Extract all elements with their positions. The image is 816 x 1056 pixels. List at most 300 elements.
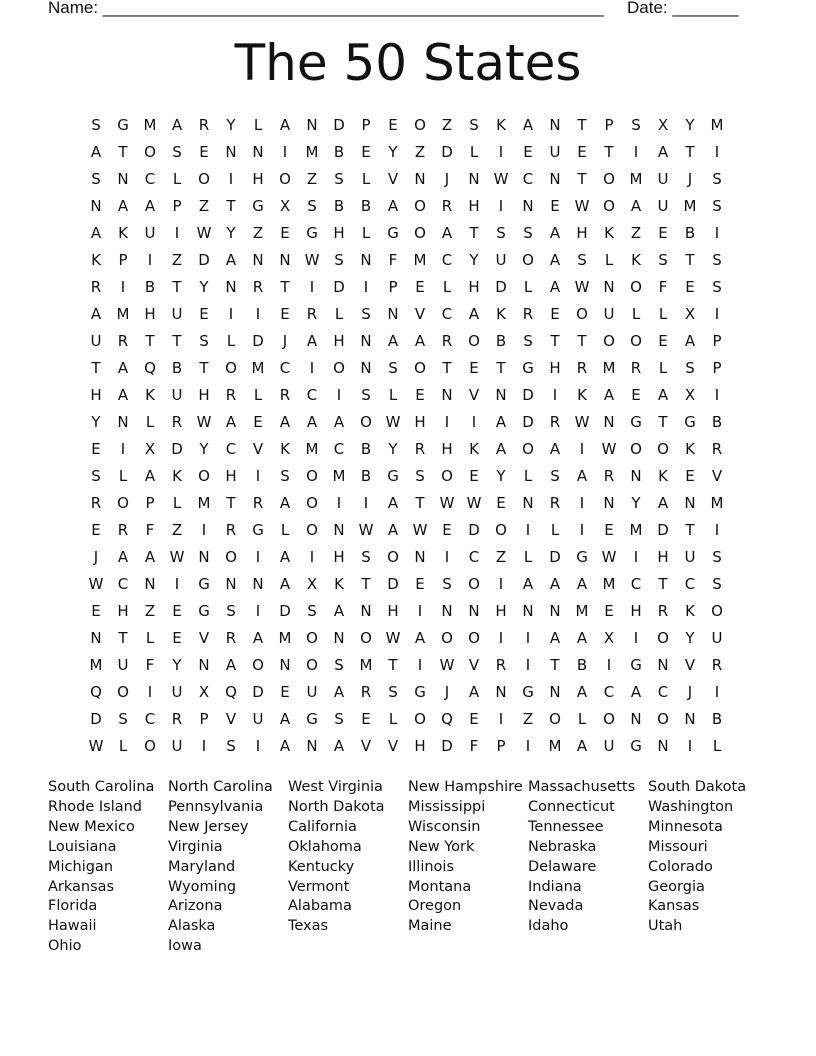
grid-letter[interactable]: R bbox=[522, 305, 534, 323]
grid-letter[interactable]: M bbox=[710, 116, 724, 134]
grid-letter[interactable]: S bbox=[307, 197, 317, 215]
grid-letter[interactable]: S bbox=[91, 116, 101, 134]
grid-letter[interactable]: I bbox=[336, 386, 342, 404]
grid-letter[interactable]: I bbox=[309, 278, 315, 296]
grid-letter[interactable]: S bbox=[496, 224, 506, 242]
grid-letter[interactable]: I bbox=[714, 386, 720, 404]
grid-letter[interactable]: R bbox=[225, 629, 237, 647]
grid-letter[interactable]: S bbox=[631, 116, 641, 134]
grid-letter[interactable]: O bbox=[252, 656, 264, 674]
grid-letter[interactable]: T bbox=[442, 359, 452, 377]
grid-letter[interactable]: K bbox=[280, 440, 290, 458]
grid-letter[interactable]: M bbox=[710, 494, 724, 512]
grid-letter[interactable]: G bbox=[414, 683, 426, 701]
grid-letter[interactable]: A bbox=[333, 413, 345, 431]
grid-letter[interactable]: A bbox=[549, 224, 561, 242]
grid-letter[interactable]: U bbox=[117, 656, 129, 674]
grid-letter[interactable]: O bbox=[711, 602, 723, 620]
grid-letter[interactable]: S bbox=[712, 278, 722, 296]
grid-letter[interactable]: C bbox=[333, 440, 345, 458]
grid-letter[interactable]: S bbox=[118, 710, 128, 728]
grid-letter[interactable]: X bbox=[198, 683, 210, 701]
grid-letter[interactable]: N bbox=[360, 602, 372, 620]
grid-letter[interactable]: L bbox=[118, 737, 128, 755]
grid-letter[interactable]: L bbox=[658, 305, 668, 323]
grid-letter[interactable]: O bbox=[279, 170, 291, 188]
grid-letter[interactable]: W bbox=[304, 251, 320, 269]
grid-letter[interactable]: G bbox=[252, 521, 264, 539]
grid-letter[interactable]: R bbox=[711, 440, 723, 458]
grid-letter[interactable]: U bbox=[603, 305, 615, 323]
grid-letter[interactable]: S bbox=[334, 251, 344, 269]
grid-letter[interactable]: N bbox=[549, 683, 561, 701]
grid-letter[interactable]: P bbox=[388, 278, 398, 296]
grid-letter[interactable]: A bbox=[279, 710, 291, 728]
grid-letter[interactable]: A bbox=[225, 413, 237, 431]
grid-letter[interactable]: B bbox=[171, 359, 183, 377]
grid-letter[interactable]: T bbox=[415, 494, 425, 512]
grid-letter[interactable]: T bbox=[226, 197, 236, 215]
grid-letter[interactable]: L bbox=[334, 305, 344, 323]
grid-letter[interactable]: O bbox=[657, 440, 669, 458]
grid-letter[interactable]: A bbox=[117, 359, 129, 377]
grid-letter[interactable]: S bbox=[712, 548, 722, 566]
grid-letter[interactable]: K bbox=[496, 116, 506, 134]
grid-letter[interactable]: O bbox=[360, 413, 372, 431]
grid-letter[interactable]: O bbox=[495, 521, 507, 539]
grid-letter[interactable]: T bbox=[145, 332, 155, 350]
grid-letter[interactable]: R bbox=[90, 494, 102, 512]
grid-letter[interactable]: D bbox=[252, 683, 264, 701]
grid-letter[interactable]: N bbox=[441, 602, 453, 620]
grid-letter[interactable]: U bbox=[171, 683, 183, 701]
grid-letter[interactable]: C bbox=[117, 575, 129, 593]
grid-letter[interactable]: E bbox=[550, 197, 560, 215]
grid-letter[interactable]: I bbox=[417, 656, 423, 674]
grid-letter[interactable]: E bbox=[685, 278, 695, 296]
grid-letter[interactable]: U bbox=[171, 737, 183, 755]
grid-letter[interactable]: O bbox=[414, 197, 426, 215]
grid-letter[interactable]: D bbox=[333, 278, 345, 296]
grid-letter[interactable]: E bbox=[469, 359, 479, 377]
grid-letter[interactable]: H bbox=[414, 737, 426, 755]
grid-letter[interactable]: N bbox=[198, 548, 210, 566]
grid-letter[interactable]: H bbox=[414, 413, 426, 431]
grid-letter[interactable]: A bbox=[414, 629, 426, 647]
grid-letter[interactable]: G bbox=[306, 224, 318, 242]
grid-letter[interactable]: R bbox=[360, 683, 372, 701]
grid-letter[interactable]: E bbox=[280, 224, 290, 242]
grid-letter[interactable]: S bbox=[577, 251, 587, 269]
grid-letter[interactable]: K bbox=[604, 224, 614, 242]
grid-letter[interactable]: O bbox=[441, 629, 453, 647]
grid-letter[interactable]: R bbox=[441, 332, 453, 350]
grid-letter[interactable]: R bbox=[198, 116, 210, 134]
grid-letter[interactable]: P bbox=[604, 116, 614, 134]
grid-letter[interactable]: H bbox=[387, 602, 399, 620]
grid-letter[interactable]: Y bbox=[226, 224, 236, 242]
grid-letter[interactable]: I bbox=[174, 575, 180, 593]
grid-letter[interactable]: F bbox=[145, 521, 155, 539]
grid-letter[interactable]: H bbox=[576, 224, 588, 242]
grid-letter[interactable]: A bbox=[657, 386, 669, 404]
grid-letter[interactable]: E bbox=[631, 386, 641, 404]
grid-letter[interactable]: I bbox=[525, 656, 531, 674]
grid-letter[interactable]: Z bbox=[198, 197, 210, 215]
grid-letter[interactable]: V bbox=[387, 170, 399, 188]
grid-letter[interactable]: A bbox=[522, 575, 534, 593]
grid-letter[interactable]: R bbox=[549, 494, 561, 512]
grid-letter[interactable]: G bbox=[630, 413, 642, 431]
grid-letter[interactable]: X bbox=[684, 386, 696, 404]
grid-letter[interactable]: L bbox=[577, 710, 587, 728]
grid-letter[interactable]: S bbox=[523, 224, 533, 242]
grid-letter[interactable]: L bbox=[550, 521, 560, 539]
grid-letter[interactable]: I bbox=[255, 305, 261, 323]
grid-letter[interactable]: G bbox=[252, 197, 264, 215]
grid-letter[interactable]: S bbox=[199, 332, 209, 350]
grid-letter[interactable]: O bbox=[630, 332, 642, 350]
grid-letter[interactable]: H bbox=[198, 386, 210, 404]
grid-letter[interactable]: O bbox=[306, 629, 318, 647]
grid-letter[interactable]: O bbox=[414, 359, 426, 377]
grid-letter[interactable]: C bbox=[522, 170, 534, 188]
grid-letter[interactable]: M bbox=[359, 656, 373, 674]
grid-letter[interactable]: E bbox=[388, 116, 398, 134]
grid-letter[interactable]: S bbox=[415, 467, 425, 485]
grid-letter[interactable]: O bbox=[306, 656, 318, 674]
grid-letter[interactable]: I bbox=[552, 386, 558, 404]
grid-letter[interactable]: U bbox=[657, 170, 669, 188]
grid-letter[interactable]: H bbox=[441, 440, 453, 458]
grid-letter[interactable]: I bbox=[498, 197, 504, 215]
grid-letter[interactable]: K bbox=[685, 602, 695, 620]
grid-letter[interactable]: V bbox=[711, 467, 723, 485]
grid-letter[interactable]: A bbox=[657, 494, 669, 512]
grid-letter[interactable]: P bbox=[172, 197, 182, 215]
grid-letter[interactable]: R bbox=[711, 656, 723, 674]
grid-letter[interactable]: C bbox=[144, 170, 156, 188]
grid-letter[interactable]: E bbox=[415, 575, 425, 593]
grid-letter[interactable]: O bbox=[603, 170, 615, 188]
grid-letter[interactable]: Q bbox=[90, 683, 102, 701]
grid-letter[interactable]: W bbox=[88, 575, 104, 593]
grid-letter[interactable]: N bbox=[306, 737, 318, 755]
grid-letter[interactable]: H bbox=[630, 602, 642, 620]
grid-letter[interactable]: A bbox=[441, 224, 453, 242]
grid-letter[interactable]: A bbox=[657, 143, 669, 161]
grid-letter[interactable]: C bbox=[306, 386, 318, 404]
grid-letter[interactable]: P bbox=[712, 359, 722, 377]
grid-letter[interactable]: Y bbox=[388, 440, 398, 458]
grid-letter[interactable]: U bbox=[657, 197, 669, 215]
grid-letter[interactable]: A bbox=[225, 251, 237, 269]
grid-letter[interactable]: M bbox=[116, 305, 130, 323]
grid-letter[interactable]: O bbox=[414, 224, 426, 242]
grid-letter[interactable]: T bbox=[91, 359, 101, 377]
grid-letter[interactable]: Q bbox=[144, 359, 156, 377]
grid-letter[interactable]: A bbox=[279, 494, 291, 512]
grid-letter[interactable]: I bbox=[147, 251, 153, 269]
grid-letter[interactable]: E bbox=[658, 332, 668, 350]
grid-letter[interactable]: R bbox=[225, 521, 237, 539]
grid-letter[interactable]: I bbox=[525, 737, 531, 755]
grid-letter[interactable]: T bbox=[577, 332, 587, 350]
grid-letter[interactable]: M bbox=[683, 197, 697, 215]
grid-letter[interactable]: A bbox=[225, 656, 237, 674]
grid-letter[interactable]: P bbox=[496, 737, 506, 755]
grid-letter[interactable]: Y bbox=[685, 116, 695, 134]
grid-letter[interactable]: T bbox=[577, 116, 587, 134]
grid-letter[interactable]: N bbox=[117, 413, 129, 431]
grid-letter[interactable]: N bbox=[495, 683, 507, 701]
grid-letter[interactable]: E bbox=[658, 224, 668, 242]
grid-letter[interactable]: I bbox=[714, 683, 720, 701]
grid-letter[interactable]: N bbox=[117, 170, 129, 188]
grid-letter[interactable]: H bbox=[468, 278, 480, 296]
grid-letter[interactable]: B bbox=[711, 413, 723, 431]
grid-letter[interactable]: L bbox=[658, 359, 668, 377]
grid-letter[interactable]: Y bbox=[199, 440, 209, 458]
grid-letter[interactable]: N bbox=[90, 197, 102, 215]
grid-letter[interactable]: F bbox=[145, 656, 155, 674]
grid-letter[interactable]: T bbox=[469, 224, 479, 242]
grid-letter[interactable]: D bbox=[252, 332, 264, 350]
grid-letter[interactable]: O bbox=[522, 251, 534, 269]
grid-letter[interactable]: T bbox=[577, 170, 587, 188]
grid-letter[interactable]: A bbox=[387, 521, 399, 539]
grid-letter[interactable]: N bbox=[603, 413, 615, 431]
grid-letter[interactable]: O bbox=[414, 116, 426, 134]
grid-letter[interactable]: E bbox=[172, 629, 182, 647]
grid-letter[interactable]: R bbox=[252, 278, 264, 296]
grid-letter[interactable]: O bbox=[603, 332, 615, 350]
grid-letter[interactable]: K bbox=[334, 575, 344, 593]
grid-letter[interactable]: E bbox=[415, 386, 425, 404]
grid-letter[interactable]: I bbox=[444, 548, 450, 566]
grid-letter[interactable]: A bbox=[576, 683, 588, 701]
grid-letter[interactable]: G bbox=[117, 116, 129, 134]
grid-letter[interactable]: N bbox=[522, 494, 534, 512]
grid-letter[interactable]: W bbox=[88, 737, 104, 755]
grid-letter[interactable]: F bbox=[658, 278, 668, 296]
grid-letter[interactable]: T bbox=[658, 413, 668, 431]
grid-letter[interactable]: I bbox=[201, 521, 207, 539]
grid-letter[interactable]: Q bbox=[441, 710, 453, 728]
grid-letter[interactable]: R bbox=[603, 467, 615, 485]
grid-letter[interactable]: X bbox=[306, 575, 318, 593]
grid-letter[interactable]: I bbox=[687, 737, 693, 755]
grid-letter[interactable]: T bbox=[118, 143, 128, 161]
grid-letter[interactable]: A bbox=[90, 305, 102, 323]
grid-letter[interactable]: K bbox=[631, 251, 641, 269]
grid-letter[interactable]: A bbox=[468, 305, 480, 323]
grid-letter[interactable]: A bbox=[387, 197, 399, 215]
grid-letter[interactable]: V bbox=[684, 656, 696, 674]
grid-letter[interactable]: A bbox=[576, 575, 588, 593]
grid-letter[interactable]: U bbox=[306, 683, 318, 701]
grid-letter[interactable]: G bbox=[387, 467, 399, 485]
grid-letter[interactable]: N bbox=[252, 251, 264, 269]
grid-letter[interactable]: K bbox=[469, 440, 479, 458]
grid-letter[interactable]: I bbox=[525, 629, 531, 647]
grid-letter[interactable]: J bbox=[444, 683, 450, 701]
grid-letter[interactable]: M bbox=[278, 629, 292, 647]
grid-letter[interactable]: E bbox=[361, 143, 371, 161]
grid-letter[interactable]: E bbox=[604, 602, 614, 620]
grid-letter[interactable]: M bbox=[89, 656, 103, 674]
grid-letter[interactable]: T bbox=[118, 629, 128, 647]
grid-letter[interactable]: J bbox=[93, 548, 99, 566]
grid-letter[interactable]: T bbox=[496, 359, 506, 377]
grid-letter[interactable]: G bbox=[306, 710, 318, 728]
grid-letter[interactable]: G bbox=[630, 737, 642, 755]
grid-letter[interactable]: S bbox=[307, 602, 317, 620]
grid-letter[interactable]: N bbox=[468, 170, 480, 188]
grid-letter[interactable]: M bbox=[629, 170, 643, 188]
grid-letter[interactable]: G bbox=[684, 413, 696, 431]
grid-letter[interactable]: I bbox=[255, 737, 261, 755]
grid-letter[interactable]: C bbox=[441, 251, 453, 269]
grid-letter[interactable]: S bbox=[226, 602, 236, 620]
grid-letter[interactable]: W bbox=[385, 413, 401, 431]
grid-letter[interactable]: O bbox=[144, 143, 156, 161]
grid-letter[interactable]: N bbox=[684, 494, 696, 512]
grid-letter[interactable]: S bbox=[388, 683, 398, 701]
grid-letter[interactable]: S bbox=[523, 332, 533, 350]
grid-letter[interactable]: A bbox=[144, 197, 156, 215]
grid-letter[interactable]: D bbox=[279, 602, 291, 620]
grid-letter[interactable]: N bbox=[522, 197, 534, 215]
grid-letter[interactable]: N bbox=[306, 116, 318, 134]
grid-letter[interactable]: A bbox=[522, 116, 534, 134]
grid-letter[interactable]: W bbox=[412, 521, 428, 539]
grid-letter[interactable]: K bbox=[577, 386, 587, 404]
grid-letter[interactable]: C bbox=[225, 440, 237, 458]
grid-letter[interactable]: E bbox=[91, 602, 101, 620]
grid-letter[interactable]: H bbox=[252, 170, 264, 188]
grid-letter[interactable]: L bbox=[172, 494, 182, 512]
grid-letter[interactable]: I bbox=[579, 494, 585, 512]
grid-letter[interactable]: A bbox=[630, 683, 642, 701]
grid-letter[interactable]: I bbox=[525, 521, 531, 539]
grid-letter[interactable]: V bbox=[468, 656, 480, 674]
name-field-label[interactable]: Name: _____________________________________________________ bbox=[48, 0, 604, 17]
grid-letter[interactable]: A bbox=[603, 386, 615, 404]
grid-letter[interactable]: N bbox=[414, 170, 426, 188]
grid-letter[interactable]: Z bbox=[252, 224, 264, 242]
grid-letter[interactable]: T bbox=[550, 332, 560, 350]
grid-letter[interactable]: I bbox=[579, 521, 585, 539]
grid-letter[interactable]: A bbox=[144, 467, 156, 485]
grid-letter[interactable]: K bbox=[145, 386, 155, 404]
grid-letter[interactable]: I bbox=[120, 278, 126, 296]
grid-letter[interactable]: D bbox=[495, 278, 507, 296]
grid-letter[interactable]: C bbox=[441, 305, 453, 323]
grid-letter[interactable]: R bbox=[117, 521, 129, 539]
grid-letter[interactable]: A bbox=[630, 197, 642, 215]
grid-letter[interactable]: S bbox=[334, 656, 344, 674]
grid-letter[interactable]: O bbox=[306, 494, 318, 512]
grid-letter[interactable]: I bbox=[498, 629, 504, 647]
grid-letter[interactable]: A bbox=[576, 737, 588, 755]
grid-letter[interactable]: X bbox=[657, 116, 669, 134]
grid-letter[interactable]: I bbox=[498, 575, 504, 593]
grid-letter[interactable]: D bbox=[657, 521, 669, 539]
grid-letter[interactable]: D bbox=[90, 710, 102, 728]
grid-letter[interactable]: I bbox=[255, 602, 261, 620]
grid-letter[interactable]: G bbox=[522, 683, 534, 701]
grid-letter[interactable]: O bbox=[333, 359, 345, 377]
grid-letter[interactable]: R bbox=[414, 440, 426, 458]
grid-letter[interactable]: S bbox=[712, 575, 722, 593]
grid-letter[interactable]: A bbox=[279, 737, 291, 755]
grid-letter[interactable]: E bbox=[253, 413, 263, 431]
grid-letter[interactable]: N bbox=[225, 575, 237, 593]
grid-letter[interactable]: X bbox=[144, 440, 156, 458]
grid-letter[interactable]: I bbox=[633, 548, 639, 566]
grid-letter[interactable]: O bbox=[603, 710, 615, 728]
grid-letter[interactable]: X bbox=[279, 197, 291, 215]
grid-letter[interactable]: O bbox=[441, 467, 453, 485]
grid-letter[interactable]: R bbox=[549, 413, 561, 431]
grid-letter[interactable]: T bbox=[280, 278, 290, 296]
grid-letter[interactable]: R bbox=[657, 602, 669, 620]
grid-letter[interactable]: P bbox=[118, 251, 128, 269]
grid-letter[interactable]: U bbox=[144, 224, 156, 242]
grid-letter[interactable]: O bbox=[549, 710, 561, 728]
grid-letter[interactable]: C bbox=[684, 575, 696, 593]
grid-letter[interactable]: Z bbox=[522, 710, 534, 728]
grid-letter[interactable]: W bbox=[466, 494, 482, 512]
grid-letter[interactable]: A bbox=[90, 143, 102, 161]
grid-letter[interactable]: O bbox=[576, 305, 588, 323]
grid-letter[interactable]: M bbox=[548, 737, 562, 755]
grid-letter[interactable]: I bbox=[714, 305, 720, 323]
grid-letter[interactable]: L bbox=[361, 224, 371, 242]
grid-letter[interactable]: H bbox=[90, 386, 102, 404]
grid-letter[interactable]: B bbox=[144, 278, 156, 296]
grid-letter[interactable]: P bbox=[145, 494, 155, 512]
grid-letter[interactable]: E bbox=[415, 278, 425, 296]
grid-letter[interactable]: N bbox=[522, 602, 534, 620]
grid-letter[interactable]: L bbox=[442, 278, 452, 296]
grid-letter[interactable]: O bbox=[387, 548, 399, 566]
grid-letter[interactable]: Z bbox=[414, 143, 426, 161]
grid-letter[interactable]: W bbox=[574, 278, 590, 296]
grid-letter[interactable]: E bbox=[361, 710, 371, 728]
grid-letter[interactable]: H bbox=[657, 548, 669, 566]
grid-letter[interactable]: O bbox=[225, 548, 237, 566]
grid-letter[interactable]: I bbox=[147, 683, 153, 701]
grid-letter[interactable]: H bbox=[333, 332, 345, 350]
grid-letter[interactable]: W bbox=[574, 413, 590, 431]
grid-letter[interactable]: A bbox=[90, 224, 102, 242]
grid-letter[interactable]: T bbox=[550, 656, 560, 674]
grid-letter[interactable]: E bbox=[442, 521, 452, 539]
grid-letter[interactable]: L bbox=[172, 170, 182, 188]
grid-letter[interactable]: T bbox=[658, 575, 668, 593]
grid-letter[interactable]: W bbox=[439, 656, 455, 674]
grid-letter[interactable]: E bbox=[280, 305, 290, 323]
grid-letter[interactable]: D bbox=[522, 413, 534, 431]
grid-letter[interactable]: N bbox=[225, 278, 237, 296]
grid-letter[interactable]: A bbox=[333, 602, 345, 620]
grid-letter[interactable]: Z bbox=[495, 548, 507, 566]
grid-letter[interactable]: E bbox=[577, 143, 587, 161]
grid-letter[interactable]: T bbox=[199, 359, 209, 377]
grid-letter[interactable]: W bbox=[358, 521, 374, 539]
